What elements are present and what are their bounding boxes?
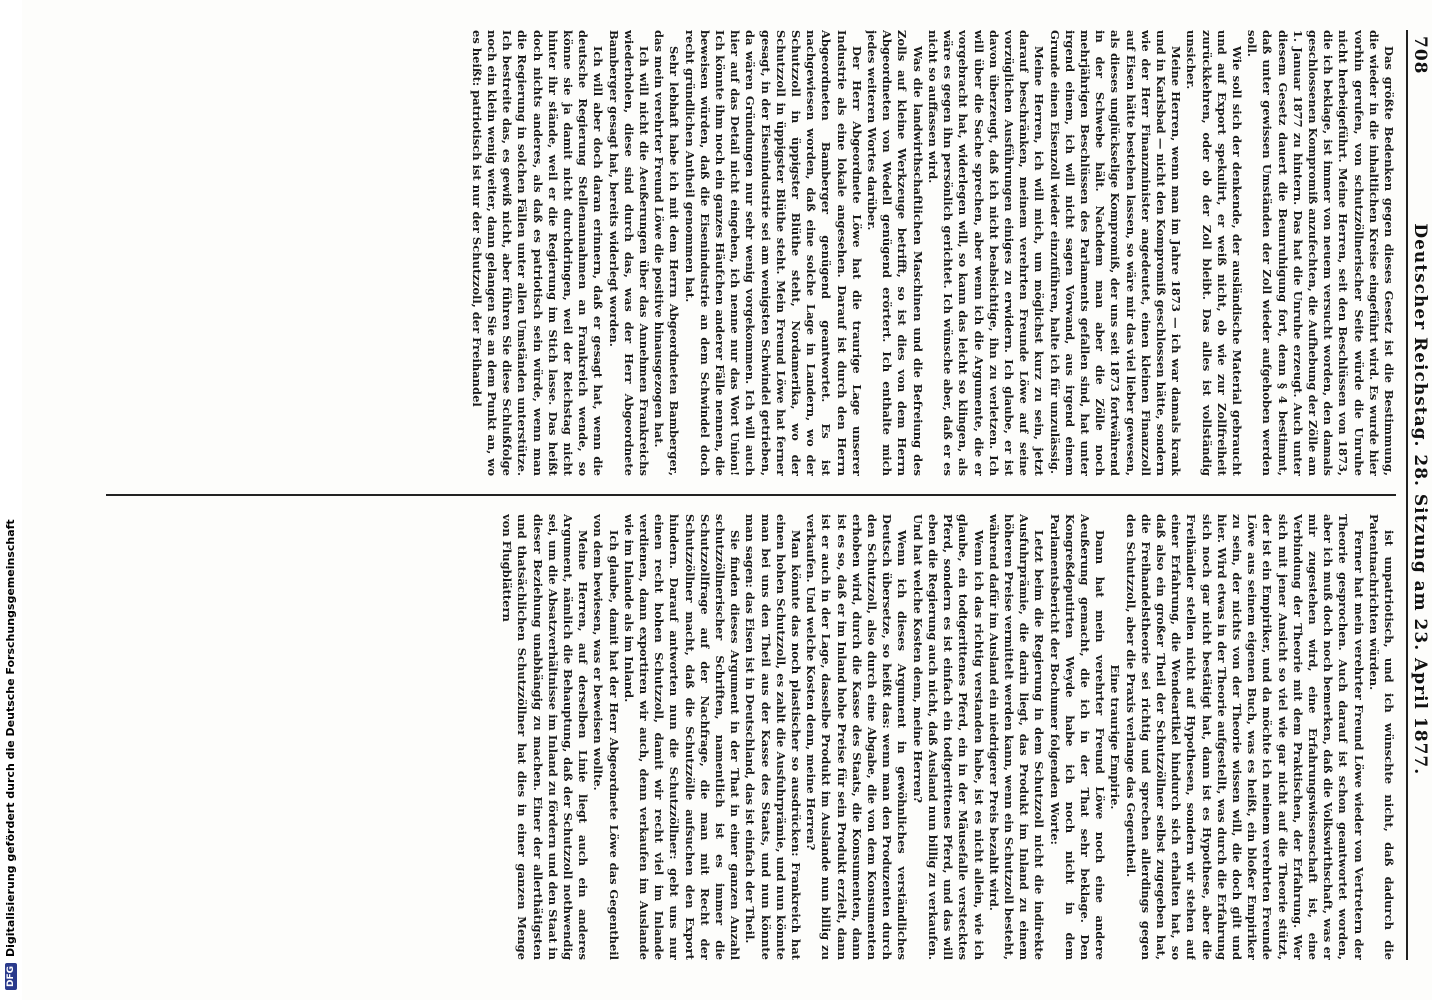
rotated-page-content (102, 30, 1432, 960)
paragraph: Eine traurige Empirie. (1108, 664, 1123, 810)
paragraph: Ich will aber doch daran erinnern, daß er gesagt hat, wenn die deutsche Regierung Stellenannahmen an Frankreich wende, so könne sie ja damit nicht durchdringen, weil der Reichstag nicht hinter ihr stände, weil er die Regierung im Stich lasse. Das heißt doch nichts anderes, als daß es patriotisch sein würde, wenn man die Regierung in solchen Fällen unter allen Umständen unterstütze. Ich bestreite das, es gewiß nicht, aber führen Sie diese Schlußfolge noch ein klein wenig weiter, dann gelangen Sie an dem Punkt an, wo es heißt: patriotisch ist nur der Schutzzoll, der Freihandel (469, 30, 606, 476)
text-columns (106, 30, 1396, 960)
paragraph: Ferner hat mein verehrter Freund Löwe wieder von Vertretern der Theorie gesprochen. Auch darauf ist schon geantwortet worden, aber ich muß doch noch bemerken, daß die Volkswirthschaft, was er mir zugestehen wird, eine Erfahrungswissenschaft ist, eine Verbindung der Theorie mit dem Praktischen, der Erfahrung. Wer sich mit jener Ansicht so viel wie gar nicht auf die Theorie stützt, der ist ein Empiriker, und da möchte ich meinem verehrten Freunde Löwe aus seinem eigenen Buch, was es heißt, ein bloßer Empiriker zu sein, der nichts von der Theorie wissen will, die doch gilt und hier. Wird etwas in der Theorie aufgestellt, was durch die Erfahrung sich noch gar nicht bestätigt hat, dann ist es Hypothese, aber die Freihändler stellen nicht auf Hypothesen, sondern wir stehen auf einer Erfahrung, die Wendeartikel hindurch sich erhalten hat, so daß also ein großer Theil der Schutzzöllner selbst zugegeben hat, die Freihandelstheorie sei richtig und sprechen allerdings gegen den Schutzzoll, aber die Praxis verlange das Gegentheil. (1123, 514, 1366, 960)
paragraph: Sie finden dieses Argument in der That in einer ganzen Anzahl schutzzöllnerischer Schriften, namentlich ist es immer die Schutzzollfrage auf der Nachfrage, die man mit Recht der Schutzzöllner macht, daß die Schutzzölle aufsuchen den Export hindern. Darauf antworten nun die Schutzzöllner: gebt uns nur einen recht hohen Schutzzoll, damit wir recht viel im Inlande verdienen, dann exportiren wir auch, denn verkaufen im Auslande wie im Inlande als im Inland. (621, 514, 743, 960)
paragraph: Ich will nicht die Aeußerungen über das Annehmen Frankreichs wiederholen, diese sind durch das, was der Herr Abgeordnete Bamberger gesagt hat, bereits widerlegt worden. (606, 30, 652, 476)
dfg-logo: DFG (5, 963, 17, 990)
paragraph: Meine Herren, auf derselben Linie liegt auch ein anderes Argument, nämlich die Behauptung, daß der Schutzzoll nothwendig sei, um die Absatzverhältnisse im Inland zu fördern und den Staat in dieser Beziehung unabhängig zu machen. Einer der allerthätigsten und thatsächlichen Schutzzöllner hat dies in einer ganzen Menge von Flugblättern (500, 514, 591, 960)
page-header (1406, 30, 1432, 960)
paragraph: Man könnte das noch plastischer so ausdrücken: Frankreich hat einen hohen Schutzzoll, es zahlt die Ausfuhrprämie, und nun könnte man bei uns den Theil aus der Kasse des Staats, und nun könnte man sagen: das Eisen ist in Deutschland, das ist einfach der Theil. (743, 514, 804, 960)
paragraph: Meine Herren, ich will mich, um möglichst kurz zu sein, jetzt darauf beschränken, meinem verehrten Freunde Löwe auf seine vorzüglichen Ausführungen einiges zu erwidern. Ich glaube, er ist davon überzeugt, daß ich nicht beabsichtige, ihn zu verletzen. Ich will über die Sache sprechen, aber wenn ich die Argumente, die er vorgebracht hat, widerlegen will, so kann das leicht so klingen, als wäre es gegen ihn persönlich gerichtet. Ich wünsche aber, daß er es nicht so auffassen wird. (925, 30, 1047, 476)
paragraph: Wie soll sich der denkende, der ausländische Material gebraucht und auf Export spekulirt, er weiß nicht, ob wie zur Zollfreiheit zurückkehren, oder ob der Zoll bleibt. Das alles ist vollständig unsicher. (1184, 30, 1244, 476)
funding-footer (4, 0, 17, 1000)
paragraph: ist unpatriotisch, und ich wünschte nicht, daß dadurch die Patentnachrichten würden. (1366, 514, 1396, 960)
paragraph: Sehr lebhaft habe ich mit dem Herrn Abgeordneten Bamberger, das mein verehrter Freund Löwe die positive hinausgezogen hat. (652, 30, 682, 476)
paragraph: Das größte Bedenken gegen dieses Gesetz ist die Bestimmung, die wieder in die inhaltlichen Kreise eingeführt wird. Es wurde hier vorhin gerufen, von schutzzöllnerischer Seite würde die Unruhe nicht herbeigeführt. Meine Herren, seit den Beschlüssen von 1873, die ich beklage, ist immer von neuem versucht worden, den damals geschlossenen Kompromiß anzufechten, die Aufhebung der Zölle am 1. Januar 1877 zu hintern. Das hat die Unruhe erzeugt. Auch unter diesem Gesetz dauert die Beunruhigung fort, denn § 4 bestimmt, daß unter gewissen Umständen der Zoll wieder aufgehoben werden soll. (1245, 30, 1396, 476)
paragraph: Der Herr Abgeordnete Löwe hat die traurige Lage unserer Industrie als eine lokale angesehen. Darauf ist durch den Herrn Abgeordneten Bamberger genügend geantwortet. Es ist nachgewiesen worden, daß eine solche Lage in Landern, wo der Schutzzoll in üppigster Blüthe steht, Nordamerika, wo der Schutzzoll in üppigster Blüthe steht. Mein Freund Löwe hat ferner gesagt, in der Eisenindustrie sei am wenigsten Schwindel getrieben, da wären Gründungen nur sehr wenig vorgekommen. Ich will auch hier auf das Detail nicht eingehen, ich nenne nur das Wort Union! Ich könnte ihm noch ein ganzes Häufchen anderer Fälle nennen, die beweisen würden, daß die Eisenindustrie an dem Schwindel doch recht gründlichen Antheil genommen hat. (682, 30, 864, 476)
paragraph: Wenn ich das richtig verstanden habe, ist es nicht allein, wie ich glaube, ein todtgerittenes Pferd, ein in der Mäusefalle verstecktes Pferd, sondern es ist einfach ein todtgerittenes Pferd, und das will eben die Regierung auch nicht, daß Ausland nun billig zu verkaufen. Und hat welche Kosten denn, meine Herren? (910, 514, 986, 960)
running-title: Deutscher Reichstag. 28. Sitzung am 23. April 1877. (1410, 223, 1430, 776)
paragraph: Ich glaube, damit hat der Herr Abgeordnete Löwe das Gegentheil von dem bewiesen, was er beweisen wollte. (591, 514, 621, 960)
paragraph: Dann hat mein verehrter Freund Löwe noch eine andere Aeußerung gemacht, die ich in der That sehr beklage. Den Kongreßdeputirten Weyde habe ich noch nicht in dem Parlamentsbericht der Bochumer folgenden Worte: (1047, 514, 1108, 960)
footer-strip (0, 0, 22, 1000)
page-number: 708 (1410, 36, 1430, 75)
paragraph: Was die landwirthschaftlichen Maschinen und die Befreiung des Zolls auf kleine Werkzeuge betrifft, so ist dies von dem Herrn Abgeordneten von Wedell genügend erörtert. Ich enthalte mich jedes weiteren Wortes darüber. (865, 30, 925, 476)
paragraph: Wenn ich dieses Argument in gewöhnliches verständliches Deutsch übersetze, so heißt das: wenn man den Produzenten durch den Schutzzoll, also durch eine Abgabe, die von dem Konsumenten erhoben wird, durch die Kasse des Staats, die Konsumenten, dann ist es so, daß er im Inland hohe Preise für sein Produkt erzielt, dann ist er auch in der Lage, dasselbe Produkt im Auslande nun billig zu verkaufen. Und welche Kosten denn, meine Herren? (804, 514, 910, 960)
paragraph: Letzt beim die Regierung in dem Schutzzoll nicht die indirekte Ausfuhrprämie, die darin liegt, das Produkt im Inland zu einem höheren Preise vermittelt werden kann, wenn ein Schutzzoll besteht, während dafür im Ausland ein niedrigerer Preis bezahlt wird. (986, 514, 1047, 960)
column-divider (106, 494, 1396, 496)
left-text-column (106, 30, 1396, 476)
funding-note: Digitalisierung gefördert durch die Deutsche Forschungsgemeinschaft (4, 519, 17, 957)
paragraph: Meine Herren, wenn man im Jahre 1873 — ich war damals krank und in Karlsbad — nicht den Kompromiß geschlossen hätte, sondern wie der Herr Finanzminister angedeutet, einen kleinen Finanzzoll auf Eisen hätte bestehen lassen, so wäre mir das viel lieber gewesen, als dieses unglückselige Kompromiß, der uns seit 1873 fortwährend in der Schwebe hält. Nachdem man aber die Zölle noch mehrjährigen Beschlüssen des Parlaments gefallen sind, hat unter irgend einem, ich will nicht sagen Vorwand, aus irgend einem Grunde einen Eisenzoll wieder einzuführen, halte ich für unzulässig. (1047, 30, 1184, 476)
right-text-column (106, 514, 1396, 960)
